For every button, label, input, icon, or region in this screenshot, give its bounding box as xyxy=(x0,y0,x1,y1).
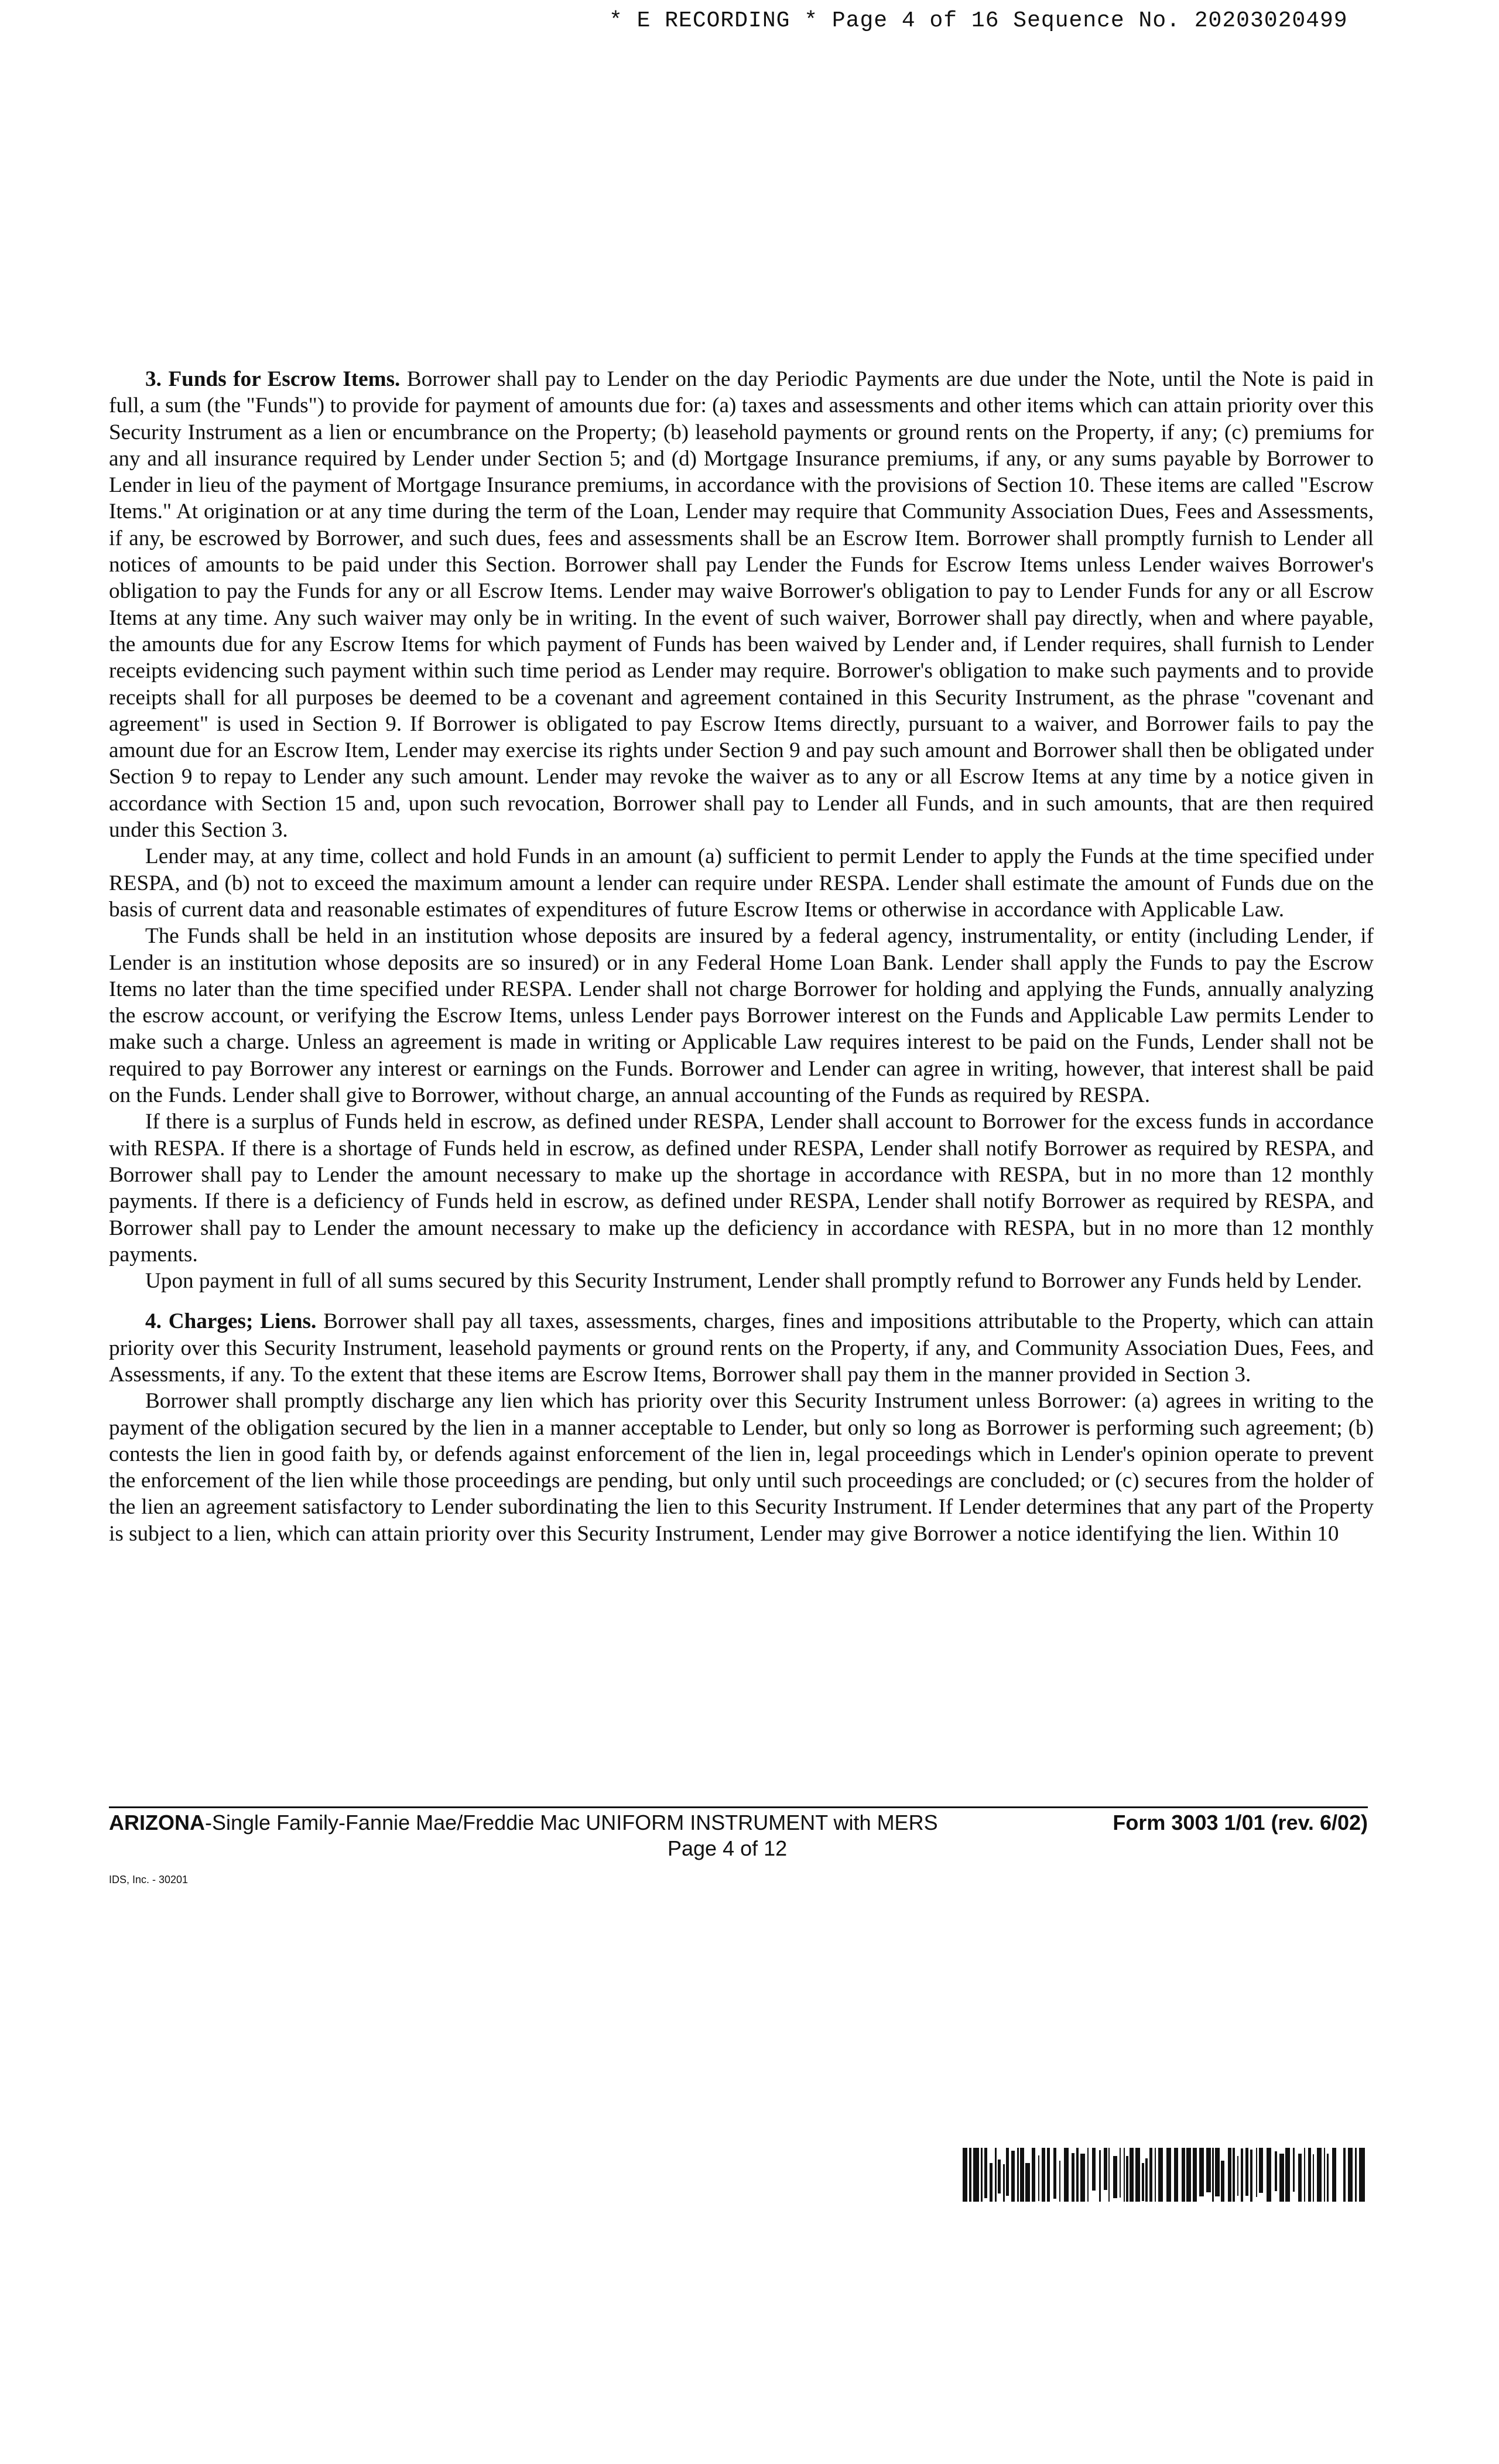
section-3-text-1: Borrower shall pay to Lender on the day Periodic Payments are due under the Note, until the Note is paid in full, a sum (the "Funds") to provide for payment of amounts due for: (a) taxes and assessments and other items which can attain priority over this Security Instrument as a lien or encumbrance on the Property; (b) leasehold payments or ground rents on the Property, if any; (c) premiums for any and all insurance required by Lender under Section 5; and (d) Mortgage Insurance premiums, if any, or any sums payable by Borrower to Lender in lieu of the payment of Mortgage Insurance premiums, in accordance with the provisions of Section 10. These items are called "Escrow Items." At origination or at any time during the term of the Loan, Lender may require that Community Association Dues, Fees and Assessments, if any, be escrowed by Borrower, and such dues, fees and assessments shall be an Escrow Item. Borrower shall promptly furnish to Lender all notices of amounts to be paid under this Section. Borrower shall pay Lender the Funds for Escrow Items unless Lender waives Borrower's obligation to pay the Funds for any or all Escrow Items. Lender may waive Borrower's obligation to pay to Lender Funds for any or all Escrow Items at any time. Any such waiver may only be in writing. In the event of such waiver, Borrower shall pay directly, when and where payable, the amounts due for any Escrow Items for which payment of Funds has been waived by Lender and, if Lender requires, shall furnish to Lender receipts evidencing such payment within such time period as Lender may require. Borrower's obligation to make such payments and to provide receipts shall for all purposes be deemed to be a covenant and agreement contained in this Security Instrument, as the phrase "covenant and agreement" is used in Section 9. If Borrower is obligated to pay Escrow Items directly, pursuant to a waiver, and Borrower fails to pay the amount due for an Escrow Item, Lender may exercise its rights under Section 9 and pay such amount and Borrower shall then be obligated under Section 9 to repay to Lender any such amount. Lender may revoke the waiver as to any or all Escrow Items at any time by a notice given in accordance with Section 15 and, upon such revocation, Borrower shall pay to Lender all Funds, and in such amounts, that are then required under this Section 3. xyxy=(109,367,1374,843)
footer-rule xyxy=(109,1806,1368,1808)
footer-form-number: Form 3003 1/01 (rev. 6/02) xyxy=(1113,1811,1368,1835)
section-4-text-1: Borrower shall pay all taxes, assessments, charges, fines and impositions attributable to the Property, which can attain priority over this Security Instrument, leasehold payments or ground rents on the Property, if any, and Community Association Dues, Fees, and Assessments, if any. To the extent that these items are Escrow Items, Borrower shall pay them in the manner provided in Section 3. xyxy=(109,1309,1374,1387)
footer-state: ARIZONA xyxy=(109,1811,205,1835)
section-3-paragraph-4: If there is a surplus of Funds held in escrow, as defined under RESPA, Lender shall account to Borrower for the excess funds in accordance with RESPA. If there is a shortage of Funds held in escrow, as defined under RESPA, Lender shall notify Borrower as required by RESPA, and Borrower shall pay to Lender the amount necessary to make up the shortage in accordance with RESPA, but in no more than 12 monthly payments. If there is a deficiency of Funds held in escrow, as defined under RESPA, Lender shall notify Borrower as required by RESPA, and Borrower shall pay to Lender the amount necessary to make up the deficiency in accordance with RESPA, but in no more than 12 monthly payments. xyxy=(109,1110,1374,1267)
section-3-paragraph-1 xyxy=(109,366,1374,843)
section-3-paragraph-3: The Funds shall be held in an institution whose deposits are insured by a federal agency, instrumentality, or entity (including Lender, if Lender is an institution whose deposits are so insured) or in any Federal Home Loan Bank. Lender shall apply the Funds to pay the Escrow Items no later than the time specified under RESPA. Lender shall not charge Borrower for holding and applying the Funds, annually analyzing the escrow account, or verifying the Escrow Items, unless Lender pays Borrower interest on the Funds and Applicable Law permits Lender to make such a charge. Unless an agreement is made in writing or Applicable Law requires interest to be paid on the Funds, Lender shall not be required to pay Borrower any interest or earnings on the Funds. Borrower and Lender can agree in writing, however, that interest shall be paid on the Funds. Lender shall give to Borrower, without charge, an annual accounting of the Funds as required by RESPA. xyxy=(109,924,1374,1108)
section-3-paragraph-2: Lender may, at any time, collect and hold Funds in an amount (a) sufficient to permit Lender to apply the Funds at the time specified under RESPA, and (b) not to exceed the maximum amount a lender can require under RESPA. Lender shall estimate the amount of Funds due on the basis of current data and reasonable estimates of expenditures of future Escrow Items or otherwise in accordance with Applicable Law. xyxy=(109,844,1374,922)
footer-vendor-code: IDS, Inc. - 30201 xyxy=(109,1874,189,1885)
footer-page-number: Page 4 of 12 xyxy=(668,1836,788,1860)
section-3-paragraph-5: Upon payment in full of all sums secured by this Security Instrument, Lender shall promptly refund to Borrower any Funds held by Lender. xyxy=(145,1269,1362,1293)
section-4-heading: 4. Charges; Liens. xyxy=(145,1309,317,1334)
section-4-paragraph-1 xyxy=(109,1308,1374,1388)
section-4-paragraph-2: Borrower shall promptly discharge any lien which has priority over this Security Instrument unless Borrower: (a) agrees in writing to the payment of the obligation secured by the lien in a manner acceptable to Lender, but only so long as Borrower is performing such agreement; (b) contests the lien in good faith by, or defends against enforcement of the lien in, legal proceedings which in Lender's opinion operate to prevent the enforcement of the lien while those proceedings are pending, but only until such proceedings are concluded; or (c) secures from the holder of the lien an agreement satisfactory to Lender subordinating the lien to this Security Instrument. If Lender determines that any part of the Property is subject to a lien, which can attain priority over this Security Instrument, Lender may give Borrower a notice identifying the lien. Within 10 xyxy=(109,1389,1374,1546)
document-body xyxy=(109,366,1374,1547)
footer-form-title xyxy=(109,1811,938,1835)
barcode-icon xyxy=(963,2148,1367,2202)
footer-form-title-text: -Single Family-Fannie Mae/Freddie Mac UNIFORM INSTRUMENT with MERS xyxy=(205,1811,938,1835)
section-3-heading: 3. Funds for Escrow Items. xyxy=(145,367,401,391)
recording-header: * E RECORDING * Page 4 of 16 Sequence No. 20203020499 xyxy=(609,8,1348,33)
